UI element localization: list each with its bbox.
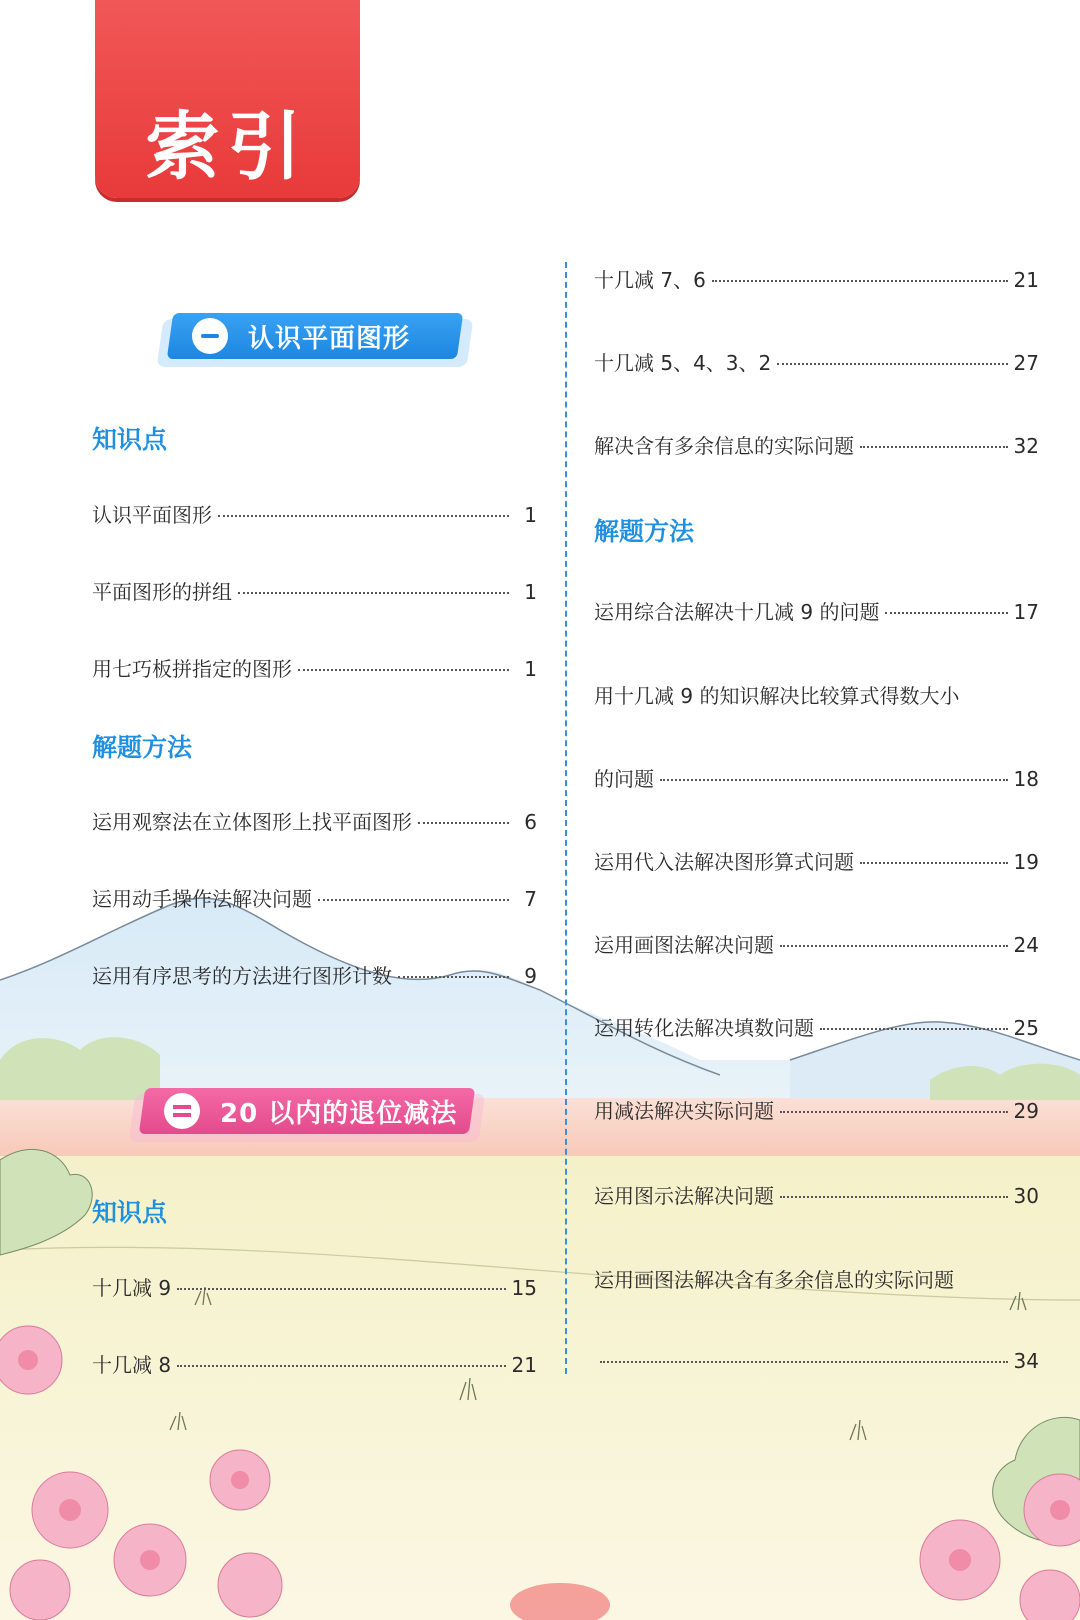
toc-entry[interactable]: 认识平面图形 1: [92, 503, 537, 527]
chapter-1-title: 认识平面图形: [248, 323, 411, 354]
toc-entry[interactable]: 十几减 5、4、3、2 27: [594, 351, 1039, 375]
toc-entry[interactable]: 用七巧板拼指定的图形 1: [92, 657, 537, 681]
chapter-2-ribbon[interactable]: [142, 1088, 472, 1134]
toc-entry[interactable]: 34: [594, 1349, 1039, 1373]
toc-entry[interactable]: 十几减 9 15: [92, 1276, 537, 1300]
index-title-tab: [95, 0, 360, 198]
toc-entry[interactable]: 十几减 8 21: [92, 1353, 537, 1377]
ch1-knowledge-heading: 知识点: [92, 425, 168, 454]
chapter-2-title: 20 以内的退位减法: [220, 1098, 458, 1129]
toc-entry[interactable]: 运用观察法在立体图形上找平面图形 6: [92, 810, 537, 834]
ch1-methods-heading: 解题方法: [92, 733, 193, 762]
toc-entry-wrapped[interactable]: 运用画图法解决含有多余信息的实际问题: [594, 1268, 954, 1292]
toc-entry[interactable]: 运用综合法解决十几减 9 的问题 17: [594, 600, 1039, 624]
ch2-methods-heading: 解题方法: [594, 517, 695, 546]
toc-entry-wrapped[interactable]: 用十几减 9 的知识解决比较算式得数大小: [594, 684, 960, 708]
toc-entry[interactable]: 运用图示法解决问题 30: [594, 1184, 1039, 1208]
page-title: 索引: [145, 104, 310, 190]
toc-entry[interactable]: 运用有序思考的方法进行图形计数 9: [92, 964, 537, 988]
toc-entry[interactable]: 用减法解决实际问题 29: [594, 1099, 1039, 1123]
chapter-1-ribbon[interactable]: [170, 313, 460, 359]
chapter-1-number-icon: [192, 318, 228, 354]
toc-entry[interactable]: 的问题 18: [594, 767, 1039, 791]
toc-entry[interactable]: 运用画图法解决问题 24: [594, 933, 1039, 957]
column-divider: [565, 262, 567, 1374]
toc-entry[interactable]: 运用动手操作法解决问题 7: [92, 887, 537, 911]
toc-entry[interactable]: 运用转化法解决填数问题 25: [594, 1016, 1039, 1040]
ch2-knowledge-heading: 知识点: [92, 1198, 168, 1227]
toc-entry[interactable]: 运用代入法解决图形算式问题 19: [594, 850, 1039, 874]
chapter-2-number-icon: [164, 1093, 200, 1129]
toc-entry[interactable]: 平面图形的拼组 1: [92, 580, 537, 604]
toc-entry[interactable]: 十几减 7、6 21: [594, 268, 1039, 292]
toc-entry[interactable]: 解决含有多余信息的实际问题 32: [594, 434, 1039, 458]
